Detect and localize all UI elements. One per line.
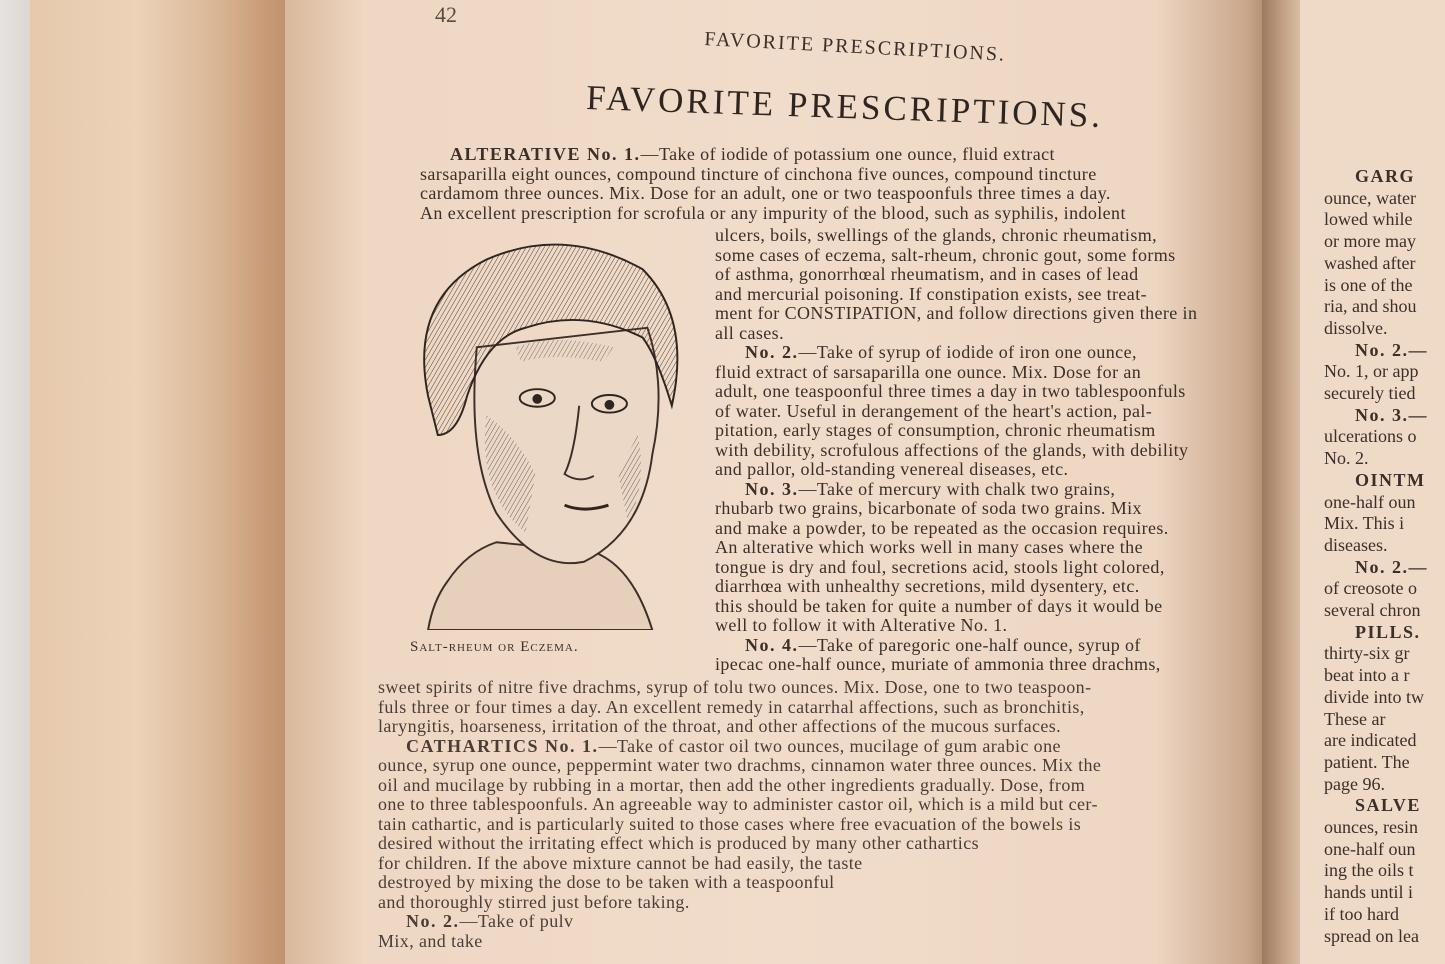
line-text: —Take of pulv — [459, 911, 574, 931]
eczema-face-illustration — [405, 240, 690, 630]
right-page-heading: No. 3.— — [1355, 404, 1428, 425]
right-page-line: Mix. This i — [1324, 513, 1405, 534]
section-lead: No. 3. — [745, 478, 799, 499]
text-line — [378, 795, 1098, 815]
right-page-line: securely tied — [1324, 383, 1416, 403]
text-line — [378, 776, 1085, 796]
line-text: laryngitis, hoarseness, irritation of the throat, and other affections of the mucous surfaces. — [378, 716, 1062, 736]
right-page-line: ounce, water — [1324, 187, 1416, 208]
text-line — [715, 538, 1143, 558]
line-text: —Take of iodide of potassium one ounce, fluid extract — [640, 144, 1055, 164]
right-page-heading: GARG — [1355, 166, 1415, 186]
text-line — [420, 184, 1111, 204]
text-line — [378, 854, 863, 874]
line-text: fluid extract of sarsaparilla one ounce. Mix. Dose for an — [715, 361, 1142, 382]
line-text: adult, one teaspoonful three times a day in two tablespoonfuls — [715, 381, 1186, 401]
text-line — [378, 815, 1081, 835]
line-text: —Take of syrup of iodide of iron one ounce, — [798, 342, 1137, 362]
text-line — [406, 737, 1061, 757]
line-text: Mix, and take — [378, 930, 483, 951]
line-text: pitation, early stages of consumption, chronic rheumatism — [715, 420, 1156, 440]
line-text: ulcers, boils, swellings of the glands, chronic rheumatism, — [715, 225, 1158, 245]
line-text: destroyed by mixing the dose to be taken with a teaspoonful — [378, 872, 835, 892]
text-line — [745, 480, 1115, 500]
text-line — [420, 165, 1097, 185]
running-header: FAVORITE PRESCRIPTIONS. — [703, 28, 1007, 66]
text-line — [745, 636, 1141, 656]
right-page-line: several chron — [1324, 600, 1421, 620]
line-text: tain cathartic, and is particularly suited to those cases where free evacuation of the bowels is — [378, 813, 1082, 834]
right-page-line: if too hard — [1324, 903, 1399, 924]
line-text: and pallor, old-standing venereal diseases, etc. — [715, 459, 1069, 479]
text-line — [378, 834, 979, 854]
right-page-line: or more may — [1324, 231, 1416, 252]
section-lead: CATHARTICS No. 1. — [406, 735, 599, 756]
text-line — [378, 873, 835, 893]
text-line — [715, 402, 1152, 422]
right-page-heading: No. 2.— — [1355, 556, 1428, 577]
line-text: oil and mucilage by rubbing in a mortar, then add the other ingredients gradually. Dose, from — [378, 774, 1086, 795]
right-page-line: diseases. — [1324, 534, 1388, 555]
section-lead: No. 4. — [745, 634, 799, 655]
text-line — [450, 145, 1055, 165]
line-text: and make a powder, to be repeated as the occasion requires. — [715, 517, 1169, 538]
line-text: some cases of eczema, salt-rheum, chronic gout, some forms — [715, 244, 1176, 265]
right-page-line: ounces, resin — [1324, 817, 1418, 837]
line-text: desired without the irritating effect which is produced by many other cathartics — [378, 833, 979, 853]
line-text: ounce, syrup one ounce, peppermint water two drachms, cinnamon water three ounces. Mix the — [378, 755, 1102, 775]
section-lead: No. 2. — [745, 342, 799, 362]
text-line — [715, 441, 1188, 461]
line-text: and mercurial poisoning. If constipation exists, see treat- — [715, 283, 1147, 304]
right-page-line: hands until i — [1324, 882, 1413, 903]
right-page-line: is one of the — [1324, 274, 1413, 295]
right-page-line: beat into a r — [1324, 665, 1410, 686]
right-page-line: divide into tw — [1324, 686, 1424, 707]
line-text: —Take of mercury with chalk two grains, — [798, 478, 1116, 499]
line-text: —Take of castor oil two ounces, mucilage of gum arabic one — [598, 735, 1061, 756]
text-line — [715, 597, 1163, 617]
line-text: ment for CONSTIPATION, and follow directions given there in — [715, 303, 1198, 323]
line-text: of asthma, gonorrhœal rheumatism, and in cases of lead — [715, 264, 1139, 284]
line-text: all cases. — [715, 322, 784, 343]
right-page-line: of creosote o — [1324, 578, 1417, 599]
text-line — [715, 363, 1141, 383]
left-page-edge — [30, 0, 300, 964]
right-page-line: washed after — [1324, 252, 1416, 273]
line-text: diarrhœa with unhealthy secretions, mild dysentery, etc. — [715, 576, 1140, 596]
right-page-heading: OINTM — [1355, 469, 1426, 490]
section-lead: No. 2. — [406, 911, 460, 931]
right-page-line: ing the oils t — [1324, 860, 1414, 881]
right-page-line: page 96. — [1324, 773, 1385, 794]
text-line — [715, 499, 1142, 519]
text-line — [406, 912, 573, 932]
right-page-heading: SALVE — [1355, 795, 1421, 816]
text-line — [745, 343, 1137, 363]
right-page-line: These ar — [1324, 708, 1386, 729]
line-text: and thoroughly stirred just before taking. — [378, 891, 690, 912]
right-page-line: ria, and shou — [1324, 296, 1417, 317]
line-text: this should be taken for quite a number of days it would be — [715, 595, 1163, 616]
line-text: sweet spirits of nitre five drachms, syrup of tolu two ounces. Mix. Dose, one to two teaspoon- — [378, 677, 1092, 697]
text-line — [378, 756, 1101, 776]
right-page-line: patient. The — [1324, 751, 1410, 772]
text-line — [715, 655, 1161, 675]
text-line — [378, 678, 1091, 698]
text-line — [378, 893, 690, 913]
line-text: of water. Useful in derangement of the heart's action, pal- — [715, 400, 1153, 421]
text-line — [715, 285, 1147, 305]
line-text: sarsaparilla eight ounces, compound tincture of cinchona five ounces, compound tincture — [420, 163, 1097, 184]
right-page-line: No. 2. — [1324, 448, 1369, 469]
right-page-line: are indicated — [1324, 730, 1417, 751]
text-line — [378, 932, 483, 952]
text-line — [715, 246, 1176, 266]
section-lead: ALTERATIVE No. 1. — [450, 144, 641, 164]
text-line — [715, 226, 1157, 246]
line-text: one to three tablespoonfuls. An agreeable way to administer castor oil, which is a mild but cer- — [378, 794, 1098, 814]
text-line — [715, 577, 1140, 597]
line-text: well to follow it with Alterative No. 1. — [715, 615, 1008, 635]
book-page — [285, 0, 1275, 964]
text-line — [420, 204, 1126, 224]
right-page-line: No. 1, or app — [1324, 361, 1419, 382]
text-line — [715, 382, 1186, 402]
text-line — [378, 717, 1061, 737]
line-text: An excellent prescription for scrofula or any impurity of the blood, such as syphilis, indolent — [420, 202, 1126, 223]
right-page-line: lowed while — [1324, 209, 1413, 230]
text-line — [715, 324, 784, 344]
page-title: FAVORITE PRESCRIPTIONS. — [585, 78, 1104, 136]
figure-caption: Salt-rheum or Eczema. — [410, 639, 579, 655]
line-text: for children. If the above mixture cannot be had easily, the taste — [378, 852, 863, 873]
right-page-line: ulcerations o — [1324, 426, 1417, 447]
line-text: An alterative which works well in many cases where the — [715, 537, 1143, 557]
right-page-line: one-half oun — [1324, 838, 1416, 859]
text-line — [715, 265, 1138, 285]
line-text: rhubarb two grains, bicarbonate of soda two grains. Mix — [715, 498, 1142, 518]
line-text: with debility, scrofulous affections of the glands, with debility — [715, 439, 1189, 460]
right-page — [1300, 0, 1445, 964]
line-text: tongue is dry and foul, secretions acid, stools light colored, — [715, 556, 1165, 577]
right-page-heading: PILLS. — [1355, 621, 1421, 642]
text-line — [715, 558, 1165, 578]
right-page-line: dissolve. — [1324, 317, 1388, 338]
right-page-heading: No. 2.— — [1355, 339, 1428, 360]
right-page-line: one-half oun — [1324, 491, 1416, 512]
line-text: ipecac one-half ounce, muriate of ammonia three drachms, — [715, 654, 1161, 674]
text-line — [715, 460, 1068, 480]
line-text: fuls three or four times a day. An excellent remedy in catarrhal affections, such as bronchitis, — [378, 696, 1085, 717]
page-number: 42 — [435, 2, 457, 27]
line-text: cardamom three ounces. Mix. Dose for an adult, one or two teaspoonfuls three times a day. — [420, 183, 1111, 203]
right-page-line: spread on lea — [1324, 925, 1419, 946]
right-page-line: thirty-six gr — [1324, 643, 1410, 664]
text-line — [715, 519, 1169, 539]
line-text: —Take of paregoric one-half ounce, syrup of — [798, 634, 1141, 655]
text-line — [715, 616, 1007, 636]
text-line — [378, 698, 1085, 718]
text-line — [715, 421, 1156, 441]
text-line — [715, 304, 1197, 324]
